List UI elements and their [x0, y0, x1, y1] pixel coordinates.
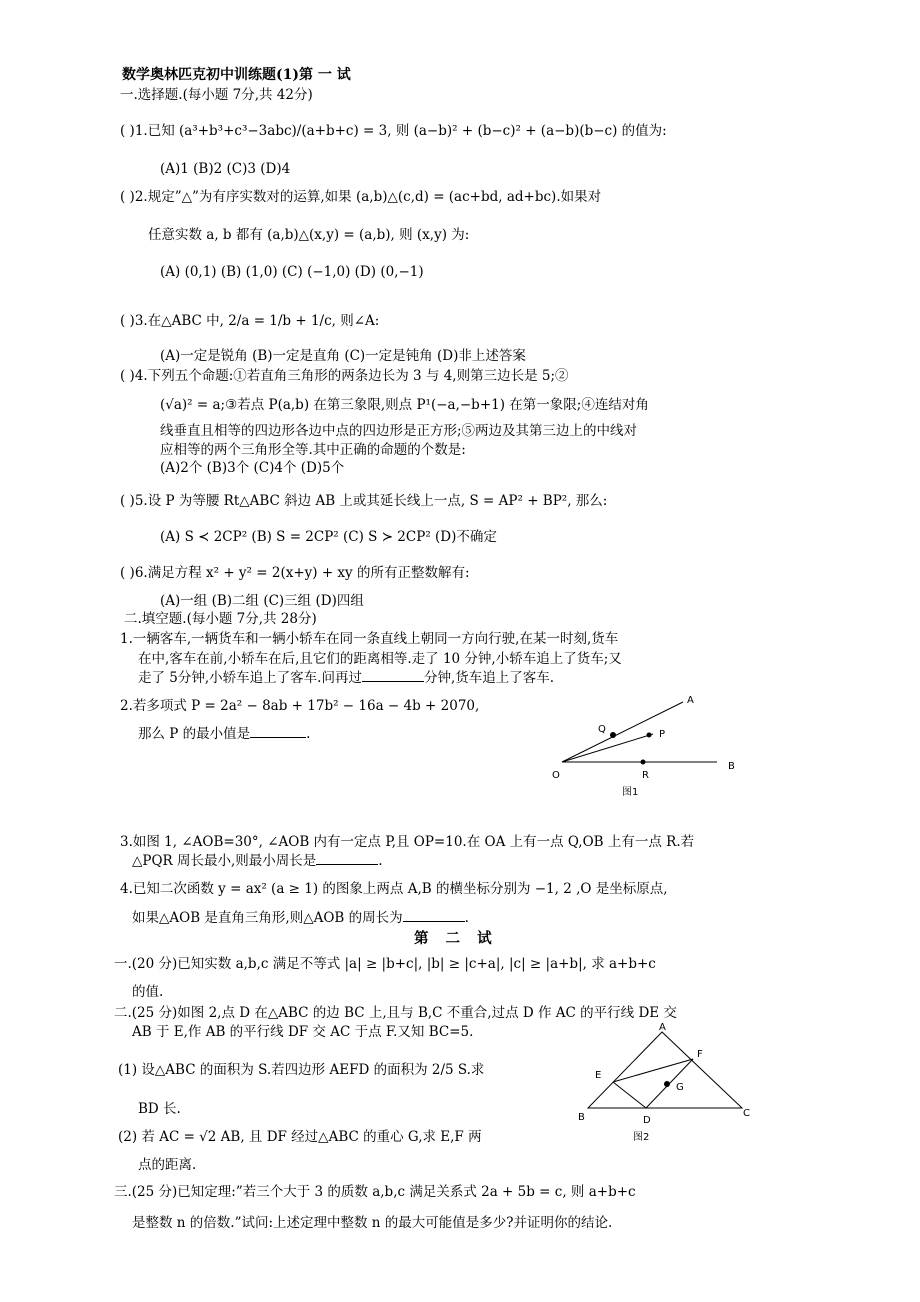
segment-op [562, 734, 653, 762]
figure-1 [545, 692, 745, 800]
part1-header: 一.选择题.(每小题 7分,共 42分) [120, 87, 313, 103]
point-p [647, 733, 652, 738]
problem-3-line1: 三.(25 分)已知定理:”若三个大于 3 的质数 a,b,c 满足关系式 2a + 5b = c, 则 a+b+c [114, 1184, 636, 1200]
problem-2-part2-b: 点的距离. [138, 1157, 197, 1173]
fill-3-text: △PQR 周长最小,则最小周长是 [132, 853, 317, 869]
fill-2-period: . [306, 726, 311, 742]
question-3-options: (A)一定是锐角 (B)一定是直角 (C)一定是钝角 (D)非上述答案 [160, 348, 526, 364]
label-g: G [676, 1082, 684, 1093]
problem-2-part2: (2) 若 AC = √2 AB, 且 DF 经过△ABC 的重心 G,求 E,F 两 [118, 1129, 482, 1145]
question-5-options: (A) S ≺ 2CP² (B) S = 2CP² (C) S ≻ 2CP² (D)不确定 [160, 529, 497, 545]
answer-blank [316, 852, 378, 865]
fill-4-line1: 4.已知二次函数 y = ax² (a ≥ 1) 的图象上两点 A,B 的横坐标分别为 −1, 2 ,O 是坐标原点, [120, 881, 668, 897]
fill-1-text-b: 分钟,货车追上了客车. [423, 670, 555, 686]
fill-1-line2: 在中,客车在前,小轿车在后,且它们的距离相等.走了 10 分钟,小轿车追上了货车;又 [138, 651, 622, 667]
fill-3-line2 [132, 852, 383, 870]
label-o: O [552, 770, 560, 781]
fill-4-period: . [464, 910, 469, 926]
label-b: B [728, 761, 735, 772]
label-q: Q [598, 724, 606, 735]
label-b: B [578, 1112, 585, 1123]
fill-1-text-a: 走了 5分钟,小轿车追上了客车.问再过 [138, 670, 362, 686]
fill-2-line2 [138, 725, 310, 743]
problem-2-line1: 二.(25 分)如图 2,点 D 在△ABC 的边 BC 上,且与 B,C 不重合,过点 D 作 AC 的平行线 DE 交 [114, 1005, 677, 1021]
problem-2-part1-b: BD 长. [138, 1101, 181, 1117]
question-2-options: (A) (0,1) (B) (1,0) (C) (−1,0) (D) (0,−1) [160, 264, 424, 280]
part2-header: 二.填空题.(每小题 7分,共 28分) [124, 611, 317, 627]
page-title: 数学奥林匹克初中训练题(1)第 一 试 [122, 67, 351, 83]
problem-2-line2: AB 于 E,作 AB 的平行线 DF 交 AC 于点 F.又知 BC=5. [132, 1024, 474, 1040]
question-3: ( )3.在△ABC 中, 2/a = 1/b + 1/c, 则∠A: [120, 313, 380, 329]
fill-4-text: 如果△AOB 是直角三角形,则△AOB 的周长为 [132, 910, 403, 926]
question-4-line1: ( )4.下列五个命题:①若直角三角形的两条边长为 3 与 4,则第三边长是 5;② [120, 368, 569, 384]
question-4-line3: 线垂直且相等的四边形各边中点的四边形是正方形;⑤两边及其第三边上的中线对 [160, 423, 638, 439]
label-f: F [697, 1049, 703, 1060]
problem-2-part1: (1) 设△ABC 的面积为 S.若四边形 AEFD 的面积为 2/5 S.求 [118, 1062, 485, 1078]
question-5: ( )5.设 P 为等腰 Rt△ABC 斜边 AB 上或其延长线上一点, S = AP² + BP², 那么: [120, 493, 608, 509]
answer-blank [403, 909, 465, 922]
question-4-line4: 应相等的两个三角形全等.其中正确的命题的个数是: [160, 442, 466, 458]
fill-1-line1: 1.一辆客车,一辆货车和一辆小轿车在同一条直线上朝同一方向行驶,在某一时刻,货车 [120, 631, 619, 647]
answer-blank [362, 669, 424, 682]
fill-3-period: . [378, 853, 383, 869]
point-g [664, 1081, 670, 1087]
second-test-header: 第 二 试 [414, 930, 498, 947]
segment-ed [613, 1082, 646, 1108]
question-1: ( )1.已知 (a³+b³+c³−3abc)/(a+b+c) = 3, 则 (a−b)² + (b−c)² + (a−b)(b−c) 的值为: [120, 123, 667, 139]
problem-3-line2: 是整数 n 的倍数.”试问:上述定理中整数 n 的最大可能值是多少?并证明你的结论. [132, 1215, 613, 1231]
label-p: P [659, 729, 666, 740]
question-4-line2: (√a)² = a;③若点 P(a,b) 在第三象限,则点 P¹(−a,−b+1) 在第一象限;④连结对角 [160, 397, 649, 413]
question-2-line1: ( )2.规定”△”为有序实数对的运算,如果 (a,b)△(c,d) = (ac+bd, ad+bc).如果对 [120, 189, 602, 205]
answer-blank [250, 725, 306, 738]
problem-1-line2: 的值. [132, 984, 164, 1000]
point-r [641, 760, 646, 765]
fill-2-line1: 2.若多项式 P = 2a² − 8ab + 17b² − 16a − 4b + 2070, [120, 698, 480, 714]
label-a: A [659, 1022, 666, 1033]
label-e: E [595, 1070, 602, 1081]
label-a: A [687, 695, 694, 706]
figure-2-caption: 图2 [633, 1132, 650, 1143]
point-q [610, 732, 616, 738]
figure-2 [570, 1020, 760, 1150]
fill-4-line2 [132, 909, 469, 927]
problem-1-line1: 一.(20 分)已知实数 a,b,c 满足不等式 |a| ≥ |b+c|, |b| ≥ |c+a|, |c| ≥ |a+b|, 求 a+b+c [114, 956, 656, 972]
question-2-line2: 任意实数 a, b 都有 (a,b)△(x,y) = (a,b), 则 (x,y) 为: [148, 227, 470, 243]
question-1-options: (A)1 (B)2 (C)3 (D)4 [160, 161, 291, 177]
question-6: ( )6.满足方程 x² + y² = 2(x+y) + xy 的所有正整数解有: [120, 565, 470, 581]
question-4-options: (A)2个 (B)3个 (C)4个 (D)5个 [160, 460, 345, 476]
figure-1-caption: 图1 [622, 787, 639, 798]
fill-1-line3 [138, 669, 554, 687]
fill-3-line1: 3.如图 1, ∠AOB=30°, ∠AOB 内有一定点 P,且 OP=10.在 OA 上有一点 Q,OB 上有一点 R.若 [120, 834, 695, 850]
label-c: C [743, 1108, 750, 1119]
fill-2-text: 那么 P 的最小值是 [138, 726, 251, 742]
label-d: D [643, 1115, 651, 1126]
label-r: R [642, 770, 649, 781]
question-6-options: (A)一组 (B)二组 (C)三组 (D)四组 [160, 593, 364, 609]
triangle-abc [588, 1032, 742, 1108]
